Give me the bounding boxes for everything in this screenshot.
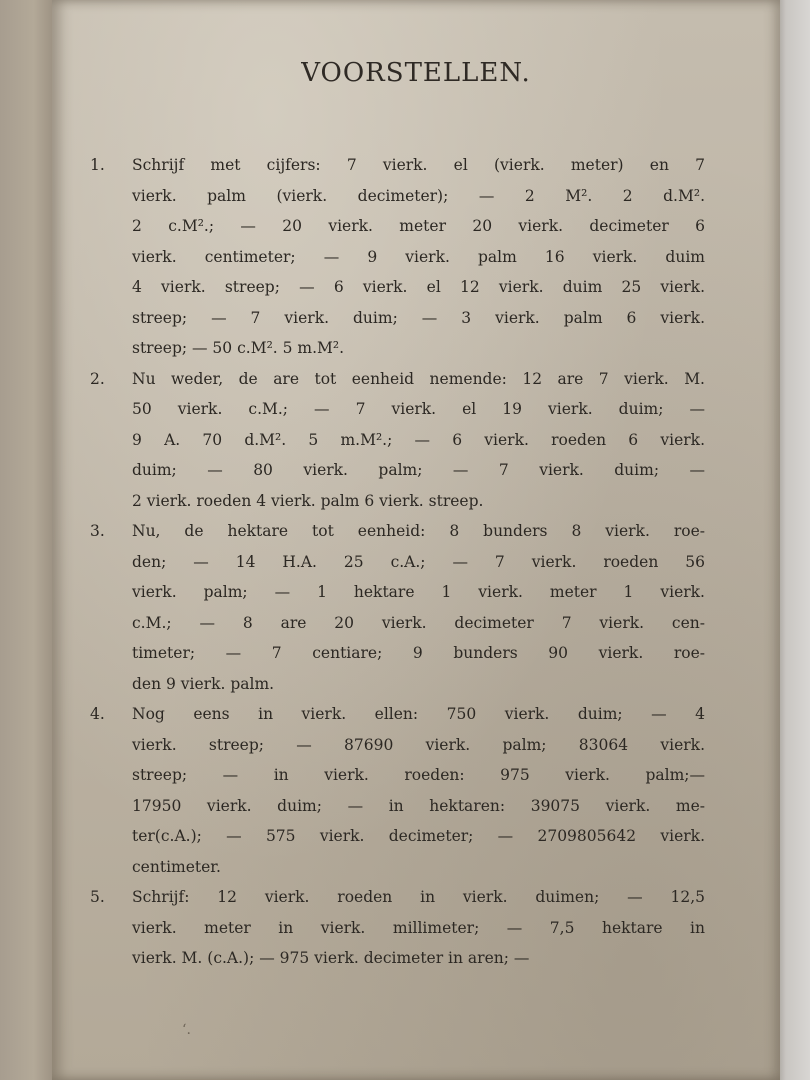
exercise-text-line: streep; — in vierk. roeden: 975 vierk. palm;— [132, 766, 705, 784]
exercise-text-line: streep; — 50 c.M². 5 m.M². [132, 339, 345, 357]
exercise-text-line: den 9 vierk. palm. [132, 674, 275, 693]
exercise-text-line: 50 vierk. c.M.; — 7 vierk. el 19 vierk. duim; — [132, 400, 705, 418]
exercise-item [90, 699, 705, 882]
exercise-list [90, 150, 705, 974]
ink-smudge-mark: ʻ. [182, 1022, 191, 1038]
exercise-item [90, 150, 705, 364]
exercise-text-line: den; — 14 H.A. 25 c.A.; — 7 vierk. roeden 56 [132, 552, 705, 571]
page-title: VOORSTELLEN. [301, 58, 531, 88]
exercise-text-line: 9 A. 70 d.M². 5 m.M².; — 6 vierk. roeden 6 vierk. [132, 430, 705, 449]
book-page [52, 0, 780, 1080]
facing-page-edge [0, 0, 56, 1080]
exercise-text-line: ter(c.A.); — 575 vierk. decimeter; — 2709805642 vierk. [132, 827, 705, 845]
exercise-text-line: 2 c.M².; — 20 vierk. meter 20 vierk. decimeter 6 [132, 217, 705, 235]
exercise-text-line: 4 vierk. streep; — 6 vierk. el 12 vierk. duim 25 vierk. [132, 278, 705, 296]
exercise-text-line: vierk. meter in vierk. millimeter; — 7,5 hektare in [132, 918, 705, 937]
exercise-text-line: vierk. palm; — 1 hektare 1 vierk. meter 1 vierk. [132, 583, 705, 601]
exercise-text-line: duim; — 80 vierk. palm; — 7 vierk. duim; — [132, 461, 705, 479]
exercise-number: 1. [90, 156, 105, 174]
exercise-text-line: Schrijf: 12 vierk. roeden in vierk. duimen; — 12,5 [132, 888, 705, 906]
exercise-text-line: c.M.; — 8 are 20 vierk. decimeter 7 vierk. cen- [132, 613, 705, 632]
exercise-text-line: streep; — 7 vierk. duim; — 3 vierk. palm 6 vierk. [132, 308, 705, 327]
exercise-text-line: vierk. centimeter; — 9 vierk. palm 16 vierk. duim [132, 247, 705, 266]
exercise-text-line: Nu, de hektare tot eenheid: 8 bunders 8 vierk. roe- [132, 522, 705, 540]
exercise-text-line: Nog eens in vierk. ellen: 750 vierk. duim; — 4 [132, 705, 705, 723]
exercise-text-line: 17950 vierk. duim; — in hektaren: 39075 vierk. me- [132, 796, 705, 815]
exercise-text-line: timeter; — 7 centiare; 9 bunders 90 vierk. roe- [132, 644, 705, 662]
exercise-number: 5. [90, 888, 105, 906]
exercise-number: 4. [90, 705, 105, 723]
exercise-text-line: centimeter. [132, 857, 221, 876]
exercise-text-line: Schrijf met cijfers: 7 vierk. el (vierk. meter) en 7 [132, 156, 705, 174]
exercise-text-line: Nu weder, de are tot eenheid nemende: 12 are 7 vierk. M. [132, 369, 705, 388]
exercise-number: 3. [90, 522, 105, 540]
exercise-item [90, 364, 705, 517]
exercise-number: 2. [90, 369, 105, 388]
exercise-text-line: vierk. streep; — 87690 vierk. palm; 83064 vierk. [132, 735, 705, 754]
exercise-text-line: vierk. M. (c.A.); — 975 vierk. decimeter in aren; — [132, 949, 530, 967]
exercise-text-line: 2 vierk. roeden 4 vierk. palm 6 vierk. streep. [132, 491, 484, 510]
exercise-text-line: vierk. palm (vierk. decimeter); — 2 M². 2 d.M². [132, 186, 705, 205]
exercise-item [90, 516, 705, 699]
exercise-item [90, 882, 705, 974]
